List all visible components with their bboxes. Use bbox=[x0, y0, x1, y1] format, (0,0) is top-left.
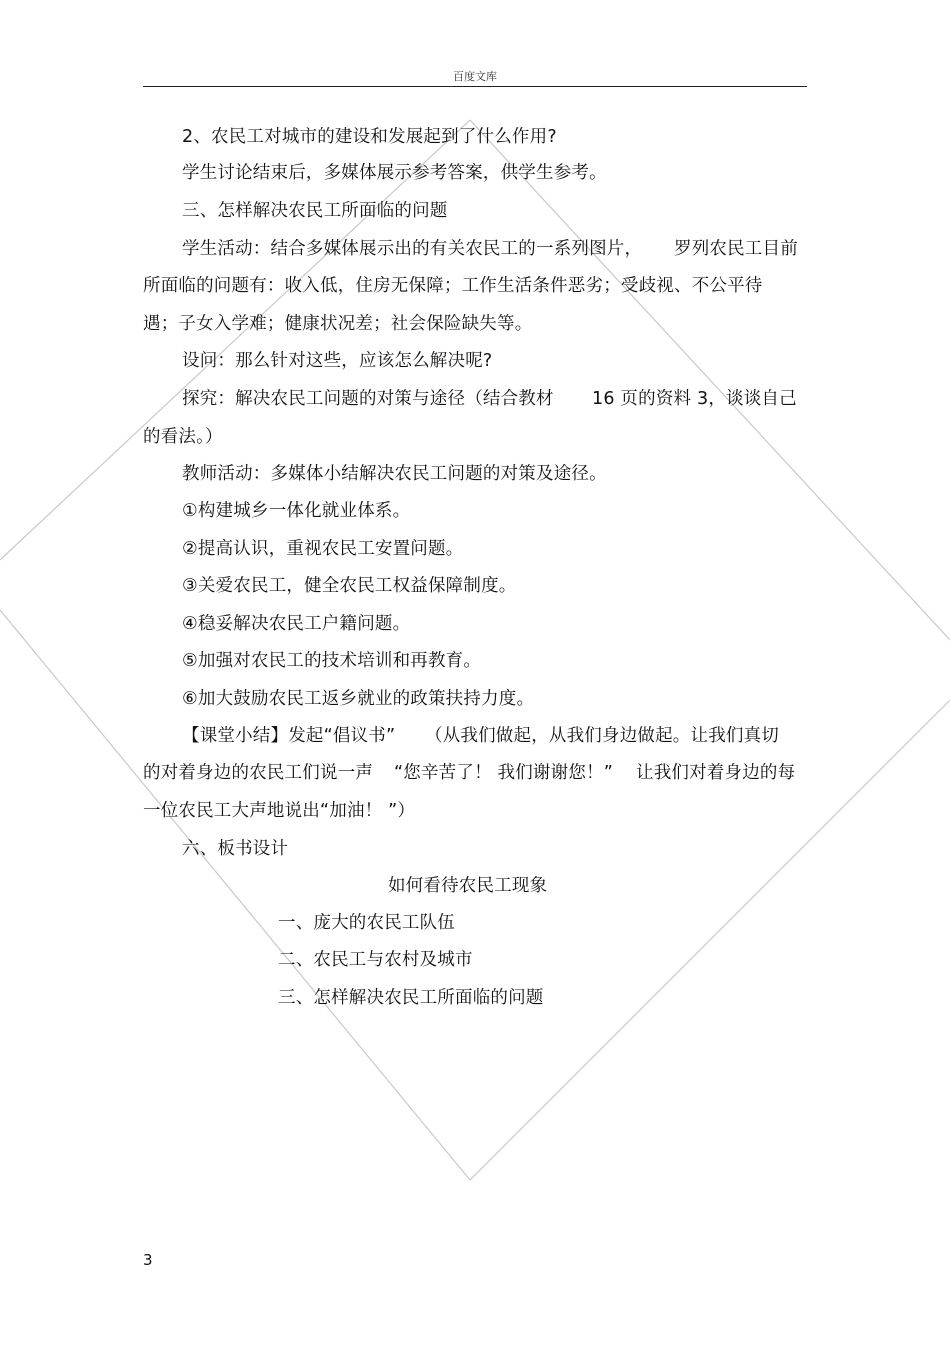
paragraph-text: 教师活动：多媒体小结解决农民工问题的对策及途径。 bbox=[182, 464, 607, 484]
board-item: 一、庞大的农民工队伍 bbox=[278, 913, 455, 933]
paragraph-text: 的对着身边的农民工们说一声 bbox=[143, 763, 374, 783]
header-divider bbox=[143, 86, 807, 87]
page-number: 3 bbox=[143, 1251, 153, 1269]
paragraph-text: （从我们做起，从我们身边做起。让我们真切 bbox=[425, 726, 779, 746]
board-title: 如何看待农民工现象 bbox=[388, 876, 548, 896]
paragraph-text: 让我们对着身边的每 bbox=[636, 763, 796, 783]
paragraph-text: 学生讨论结束后，多媒体展示参考答案，供学生参考。 bbox=[182, 163, 607, 183]
paragraph-text: 一位农民工大声地说出“加油！ ”） bbox=[143, 801, 416, 821]
list-item: ①构建城乡一体化就业体系。 bbox=[182, 501, 411, 521]
list-item: ④稳妥解决农民工户籍问题。 bbox=[182, 614, 411, 634]
paragraph-text: 探究：解决农民工问题的对策与途径（结合教材 bbox=[182, 389, 554, 409]
header-title: 百度文库 bbox=[453, 70, 497, 83]
paragraph-text: 遇；子女入学难；健康状况差；社会保险缺失等。 bbox=[143, 314, 533, 334]
question-2: 2、农民工对城市的建设和发展起到了什么作用? bbox=[182, 127, 557, 147]
board-item: 三、怎样解决农民工所面临的问题 bbox=[278, 988, 544, 1008]
list-item: ⑤加强对农民工的技术培训和再教育。 bbox=[182, 651, 482, 671]
paragraph-text: 16 页的资料 3，谈谈自己 bbox=[592, 389, 797, 409]
section-heading-6: 六、板书设计 bbox=[182, 839, 289, 859]
paragraph-text: 的看法。） bbox=[143, 427, 223, 447]
board-item: 二、农民工与农村及城市 bbox=[278, 950, 473, 970]
list-item: ③关爱农民工，健全农民工权益保障制度。 bbox=[182, 576, 517, 596]
paragraph-text: 【课堂小结】发起“倡议书” bbox=[182, 726, 396, 746]
paragraph-text: 学生活动：结合多媒体展示出的有关农民工的一系列图片， bbox=[182, 239, 643, 259]
section-heading-3: 三、怎样解决农民工所面临的问题 bbox=[182, 201, 448, 221]
paragraph-text: 设问：那么针对这些，应该怎么解决呢? bbox=[182, 351, 493, 371]
paragraph-text: 所面临的问题有：收入低，住房无保障；工作生活条件恶劣；受歧视、不公平待 bbox=[143, 276, 763, 296]
paragraph-text: “您辛苦了！ 我们谢谢您！” bbox=[394, 763, 613, 783]
list-item: ⑥加大鼓励农民工返乡就业的政策扶持力度。 bbox=[182, 689, 535, 709]
list-item: ②提高认识，重视农民工安置问题。 bbox=[182, 539, 464, 559]
paragraph-text: 罗列农民工目前 bbox=[674, 239, 798, 259]
